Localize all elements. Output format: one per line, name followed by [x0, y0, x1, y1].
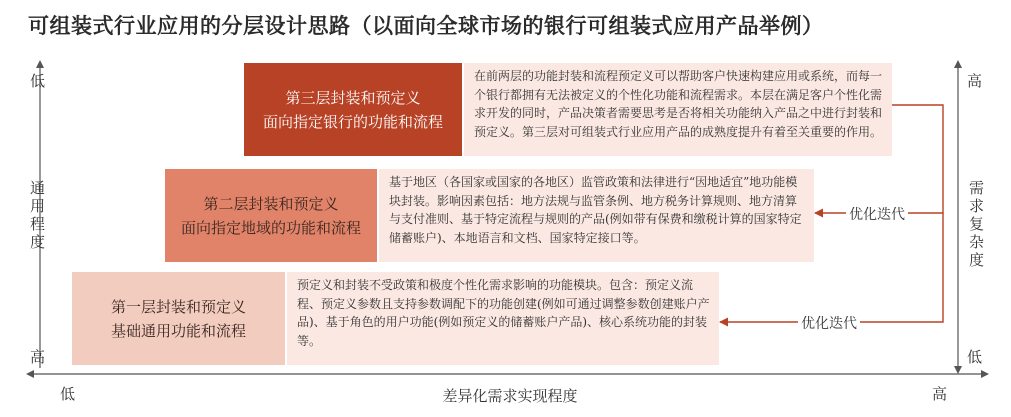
bottom-axis-right-label: 高 [932, 385, 948, 403]
iteration-label-upper: 优化迭代 [846, 204, 908, 224]
layer-3-description: 在前两层的功能封装和流程预定义可以帮助客户快速构建应用或系统，而每一个银行都拥有无法被定义的个性化功能和流程需求。本层在满足客户个性化需求开发的同时，产品决策者需要思考是否将相关功能纳入产品之中进行封装和预定义。第三层对可组装式行业应用产品的成熟度提升有着至关重要的作用。 [464, 63, 892, 156]
left-axis-top-label: 低 [30, 72, 46, 90]
diagram-title: 可组装式行业应用的分层设计思路（以面向全球市场的银行可组装式应用产品举例） [28, 14, 824, 38]
bottom-axis-left-label: 低 [60, 385, 76, 403]
layer-1-subtitle: 基础通用功能和流程 [110, 321, 246, 340]
right-axis-label: 需求复杂度 [967, 180, 985, 270]
layer-1-heading [72, 272, 285, 365]
left-axis-bottom-label: 高 [30, 348, 46, 366]
bottom-axis-label: 差异化需求实现程度 [442, 387, 578, 405]
layer-3-subtitle: 面向指定银行的功能和流程 [262, 112, 443, 131]
layer-1-title: 第一层封装和预定义 [110, 297, 246, 316]
layer-2-subtitle: 面向指定地域的功能和流程 [180, 218, 361, 237]
left-axis-label: 通用程度 [28, 180, 46, 252]
layer-2-heading [165, 169, 377, 262]
layer-1-description: 预定义和封装不受政策和极度个性化需求影响的功能模块。包含：预定义流程、预定义参数且支持参数调配下的功能创建(例如可通过调整参数创建账户产品)、基于角色的用户功能(例如预定义的储蓄账户产品)、核心系统功能的封装等。 [287, 272, 719, 365]
right-axis-top-label: 高 [967, 72, 983, 90]
iteration-label-lower: 优化迭代 [798, 313, 860, 333]
layer-3-title: 第三层封装和预定义 [285, 88, 421, 107]
right-axis-bottom-label: 低 [967, 348, 983, 366]
layer-2-description: 基于地区（各国家或国家的各地区）监管政策和法律进行“因地适宜”地功能模块封装。影响因素包括：地方法规与监管条例、地方税务计算规则、地方清算与支付准则、基于特定流程与规则的产品(例如带有保费和缴税计算的国家特定储蓄账户)、本地语言和文档、国家特定接口等。 [379, 169, 814, 262]
layer-2-title: 第二层封装和预定义 [203, 194, 339, 213]
layer-3-heading [244, 63, 462, 156]
